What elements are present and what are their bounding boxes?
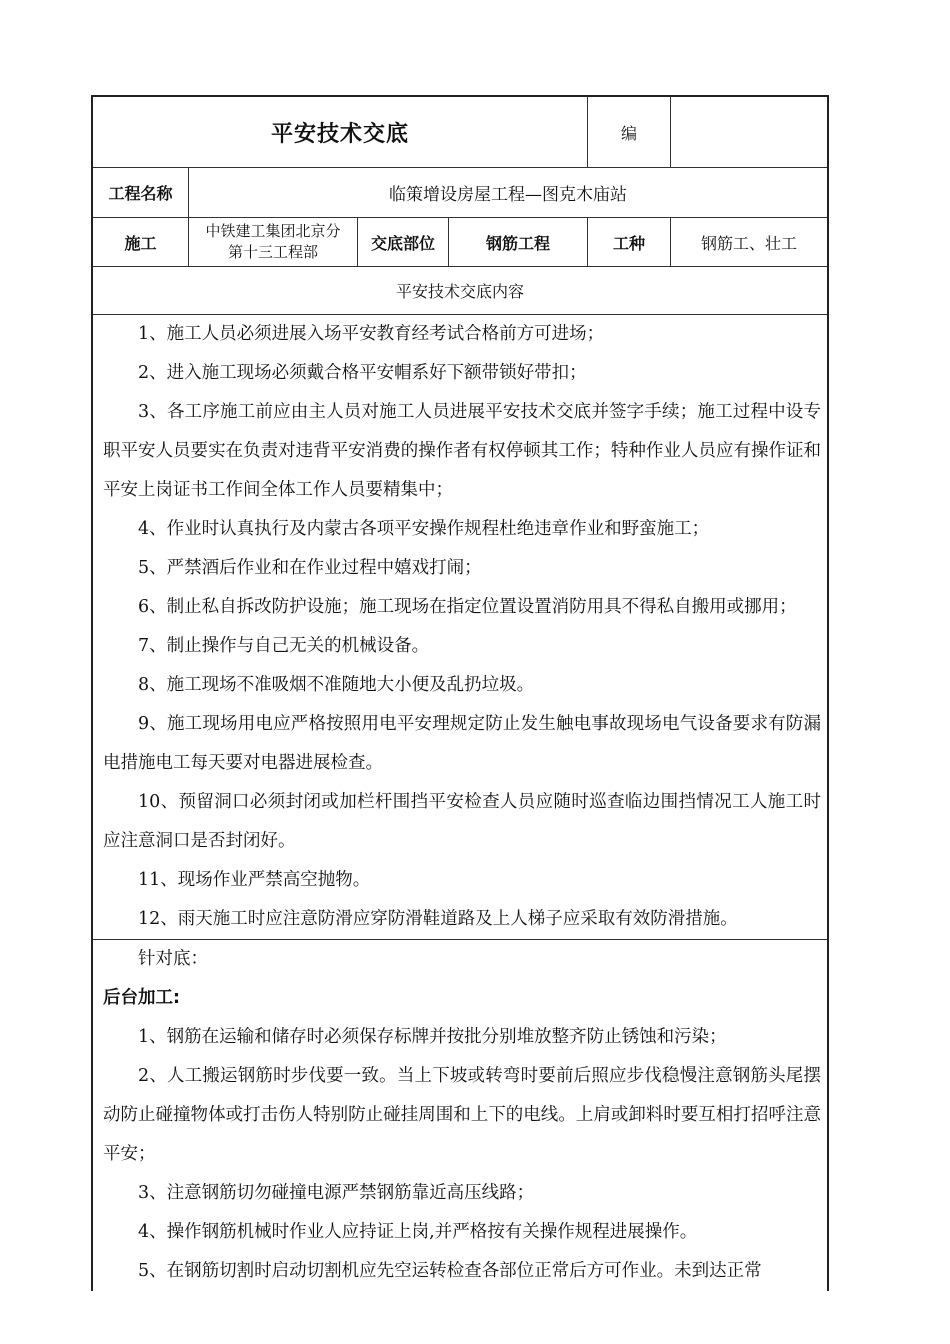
list-item: 2、进入施工现场必须戴合格平安帽系好下额带锁好带扣；	[138, 363, 587, 383]
edit-label: 编	[588, 97, 671, 167]
page-title: 平安技术交底	[93, 97, 588, 167]
general-section	[93, 315, 827, 940]
list-item: 5、在钢筋切割时启动切割机应先空运转检查各部位正常后方可作业。未到达正常	[138, 1261, 762, 1281]
list-item: 5、严禁酒后作业和在作业过程中嬉戏打闹；	[138, 558, 482, 578]
specific-section	[93, 940, 827, 1291]
construction-label: 施工	[93, 218, 189, 266]
list-item: 10、预留洞口必须封闭或加栏杆围挡平安检查人员应随时巡查临边围挡情况工人施工时应注意洞口是否封闭好。	[103, 792, 821, 851]
title-row	[93, 97, 827, 168]
safety-disclosure-form	[91, 95, 829, 1291]
list-item: 3、注意钢筋切勿碰撞电源严禁钢筋靠近高压线路；	[138, 1183, 535, 1203]
content-title-row	[93, 267, 827, 315]
list-item: 11、现场作业严禁高空抛物。	[138, 870, 371, 890]
list-item: 7、制止操作与自己无关的机械设备。	[138, 636, 430, 656]
list-item: 1、钢筋在运输和储存时必须保存标牌并按批分别堆放整齐防止锈蚀和污染；	[138, 1027, 727, 1047]
part-label: 交底部位	[358, 218, 449, 266]
list-item: 9、施工现场用电应严格按照用电平安理规定防止发生触电事故现场电气设备要求有防漏电措施电工每天要对电器进展检查。	[103, 714, 821, 773]
general-items-list	[93, 315, 827, 939]
project-name-value: 临策增设房屋工程—图克木庙站	[389, 185, 627, 205]
info-row	[93, 218, 827, 267]
project-name-label: 工程名称	[93, 168, 189, 217]
left-border-line	[91, 95, 93, 1225]
part-value: 钢筋工程	[449, 218, 588, 266]
list-item: 4、操作钢筋机械时作业人应持证上岗,并严格按有关操作规程进展操作。	[138, 1222, 698, 1242]
edit-value	[671, 97, 827, 167]
list-item: 8、施工现场不准吸烟不准随地大小便及乱扔垃圾。	[138, 675, 535, 695]
specific-intro: 针对底：	[138, 949, 208, 969]
project-row	[93, 168, 827, 218]
specific-section-title: 后台加工:	[103, 988, 180, 1008]
list-item: 12、雨天施工时应注意防滑应穿防滑鞋道路及上人梯子应采取有效防滑措施。	[138, 909, 738, 929]
right-border-line	[827, 95, 829, 1225]
content-title: 平安技术交底内容	[395, 282, 524, 301]
specific-block	[93, 940, 827, 1291]
list-item: 3、各工序施工前应由主人员对施工人员进展平安技术交底并签字手续；施工过程中设专职平安人员要实在负责对违背平安消费的操作者有权停顿其工作；特种作业人员应有操作证和平安上岗证书工作间全体工作人员要精集中；	[103, 402, 821, 500]
construction-value: 中铁建工集团北京分第十三工程部	[189, 218, 358, 266]
trade-value: 钢筋工、壮工	[700, 233, 797, 253]
trade-label: 工种	[588, 218, 671, 266]
list-item: 4、作业时认真执行及内蒙古各项平安操作规程杜绝违章作业和野蛮施工；	[138, 519, 710, 539]
list-item: 6、制止私自拆改防护设施；施工现场在指定位置设置消防用具不得私自搬用或挪用；	[138, 597, 797, 617]
list-item: 1、施工人员必须进展入场平安教育经考试合格前方可进场；	[138, 324, 605, 344]
specific-items-list	[103, 1018, 821, 1291]
list-item: 2、人工搬运钢筋时步伐要一致。当上下坡或转弯时要前后照应步伐稳慢注意钢筋头尾摆动防止碰撞物体或打击伤人特别防止碰挂周围和上下的电线。上肩或卸料时要互相打招呼注意平安；	[103, 1066, 821, 1164]
